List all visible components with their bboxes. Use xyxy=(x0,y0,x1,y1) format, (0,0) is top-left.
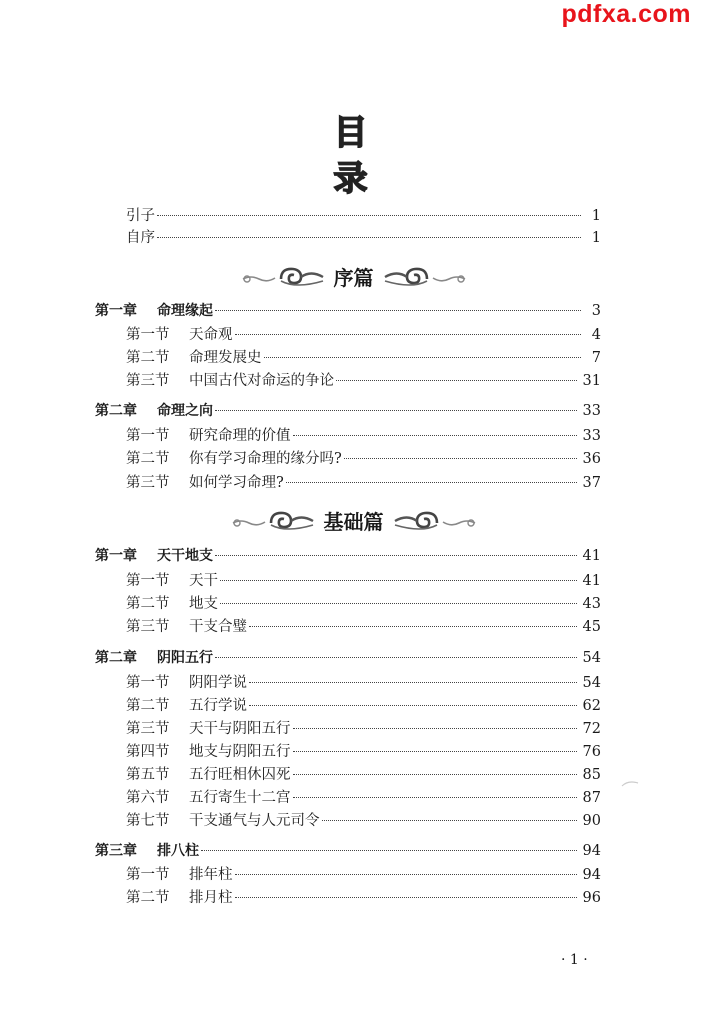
dot-leader xyxy=(249,705,577,706)
toc-section[interactable] xyxy=(126,765,601,785)
chapter-title: 命理之向 xyxy=(157,403,213,419)
toc-entry-preface[interactable] xyxy=(126,228,601,248)
section-title: 五行学说 xyxy=(189,698,247,714)
section-label: 第一节 xyxy=(126,867,170,883)
section-page: 36 xyxy=(582,451,601,467)
chapter-page: 41 xyxy=(582,548,601,564)
section-title: 阴阳学说 xyxy=(189,675,247,691)
section-label: 第二节 xyxy=(126,350,170,366)
toc-chapter[interactable] xyxy=(95,648,601,668)
section-title: 排月柱 xyxy=(189,890,233,906)
section-title: 地支 xyxy=(189,596,218,612)
dot-leader xyxy=(235,874,577,875)
section-label: 第七节 xyxy=(126,813,170,829)
part-heading-prologue xyxy=(0,262,707,294)
chapter-label: 第二章 xyxy=(95,650,137,666)
dot-leader xyxy=(293,774,577,775)
cloud-ornament-right-icon xyxy=(382,264,467,290)
section-label: 第二节 xyxy=(126,698,170,714)
section-page: 87 xyxy=(582,790,601,806)
toc-chapter[interactable] xyxy=(95,401,601,421)
part-title: 基础篇 xyxy=(323,510,384,534)
chapter-title: 命理缘起 xyxy=(157,303,213,319)
dot-leader xyxy=(293,435,577,436)
section-page: 72 xyxy=(582,721,601,737)
chapter-label: 第三章 xyxy=(95,843,137,859)
section-label: 第一节 xyxy=(126,327,170,343)
dot-leader xyxy=(215,657,577,658)
toc-section[interactable] xyxy=(126,473,601,493)
section-title: 五行寄生十二宫 xyxy=(189,790,291,806)
entry-page: 1 xyxy=(591,208,601,224)
section-title: 天干与阴阳五行 xyxy=(189,721,291,737)
section-label: 第一节 xyxy=(126,573,170,589)
section-title: 天命观 xyxy=(189,327,233,343)
section-page: 54 xyxy=(582,675,601,691)
entry-page: 1 xyxy=(591,230,601,246)
page-number: · 1 · xyxy=(561,952,588,968)
dot-leader xyxy=(215,310,581,311)
page-title xyxy=(0,110,707,199)
dot-leader xyxy=(220,603,577,604)
dot-leader xyxy=(215,410,577,411)
section-page: 37 xyxy=(582,475,601,491)
section-label: 第四节 xyxy=(126,744,170,760)
section-label: 第三节 xyxy=(126,619,170,635)
dot-leader xyxy=(220,580,577,581)
toc-chapter[interactable] xyxy=(95,301,601,321)
section-page: 41 xyxy=(582,573,601,589)
dot-leader xyxy=(249,682,577,683)
section-page: 85 xyxy=(582,767,601,783)
toc-section[interactable] xyxy=(126,888,601,908)
section-page: 90 xyxy=(582,813,601,829)
dot-leader xyxy=(235,897,577,898)
section-label: 第二节 xyxy=(126,890,170,906)
cloud-ornament-right-icon xyxy=(392,508,477,534)
entry-title: 引子 xyxy=(126,208,155,224)
dot-leader xyxy=(215,555,577,556)
cloud-ornament-left-icon xyxy=(241,264,326,290)
section-page: 62 xyxy=(582,698,601,714)
chapter-label: 第二章 xyxy=(95,403,137,419)
dot-leader xyxy=(293,797,577,798)
section-page: 76 xyxy=(582,744,601,760)
section-page: 43 xyxy=(582,596,601,612)
toc-section[interactable] xyxy=(126,673,601,693)
section-label: 第三节 xyxy=(126,373,170,389)
section-page: 94 xyxy=(582,867,601,883)
toc-section[interactable] xyxy=(126,811,601,831)
section-title: 天干 xyxy=(189,573,218,589)
part-title: 序篇 xyxy=(333,266,374,290)
toc-section[interactable] xyxy=(126,865,601,885)
section-title: 排年柱 xyxy=(189,867,233,883)
section-title: 地支与阴阳五行 xyxy=(189,744,291,760)
dot-leader xyxy=(201,850,577,851)
dot-leader xyxy=(286,482,577,483)
dot-leader xyxy=(157,237,581,238)
dot-leader xyxy=(293,728,577,729)
section-title: 如何学习命理? xyxy=(189,475,284,491)
toc-section[interactable] xyxy=(126,371,601,391)
dot-leader xyxy=(235,334,582,335)
toc-section[interactable] xyxy=(126,696,601,716)
section-label: 第一节 xyxy=(126,675,170,691)
watermark: pdfxa.com xyxy=(561,0,691,28)
toc-section[interactable] xyxy=(126,426,601,446)
section-label: 第五节 xyxy=(126,767,170,783)
section-label: 第二节 xyxy=(126,451,170,467)
section-title: 研究命理的价值 xyxy=(189,428,291,444)
section-page: 96 xyxy=(582,890,601,906)
dot-leader xyxy=(322,820,577,821)
chapter-page: 94 xyxy=(582,843,601,859)
chapter-page: 3 xyxy=(591,303,601,319)
chapter-title: 天干地支 xyxy=(157,548,213,564)
toc-section[interactable] xyxy=(126,617,601,637)
section-label: 第二节 xyxy=(126,596,170,612)
dot-leader xyxy=(264,357,582,358)
section-page: 4 xyxy=(591,327,601,343)
toc-chapter[interactable] xyxy=(95,546,601,566)
dot-leader xyxy=(249,626,577,627)
cloud-ornament-left-icon xyxy=(231,508,316,534)
toc-section[interactable] xyxy=(126,594,601,614)
part-heading-basics xyxy=(0,506,707,538)
section-label: 第三节 xyxy=(126,721,170,737)
scan-mark-icon xyxy=(620,778,640,790)
section-title: 干支通气与人元司令 xyxy=(189,813,320,829)
chapter-label: 第一章 xyxy=(95,548,137,564)
toc-section[interactable] xyxy=(126,348,601,368)
chapter-label: 第一章 xyxy=(95,303,137,319)
section-title: 你有学习命理的缘分吗? xyxy=(189,451,342,467)
section-title: 命理发展史 xyxy=(189,350,262,366)
dot-leader xyxy=(293,751,577,752)
toc-title: 目录 xyxy=(333,113,374,199)
toc-section[interactable] xyxy=(126,571,601,591)
toc-section[interactable] xyxy=(126,325,601,345)
section-title: 干支合璧 xyxy=(189,619,247,635)
dot-leader xyxy=(344,458,577,459)
chapter-page: 54 xyxy=(582,650,601,666)
toc-section[interactable] xyxy=(126,788,601,808)
section-page: 33 xyxy=(582,428,601,444)
dot-leader xyxy=(157,215,581,216)
chapter-page: 33 xyxy=(582,403,601,419)
chapter-title: 排八柱 xyxy=(157,843,199,859)
section-label: 第三节 xyxy=(126,475,170,491)
chapter-title: 阴阳五行 xyxy=(157,650,213,666)
section-page: 7 xyxy=(591,350,601,366)
toc-section[interactable] xyxy=(126,449,601,469)
entry-title: 自序 xyxy=(126,230,155,246)
section-label: 第一节 xyxy=(126,428,170,444)
section-label: 第六节 xyxy=(126,790,170,806)
toc-entry-intro[interactable] xyxy=(126,206,601,226)
section-title: 中国古代对命运的争论 xyxy=(189,373,334,389)
toc-chapter[interactable] xyxy=(95,841,601,861)
section-title: 五行旺相休囚死 xyxy=(189,767,291,783)
section-page: 45 xyxy=(582,619,601,635)
toc-section[interactable] xyxy=(126,719,601,739)
toc-section[interactable] xyxy=(126,742,601,762)
section-page: 31 xyxy=(582,373,601,389)
dot-leader xyxy=(336,380,577,381)
